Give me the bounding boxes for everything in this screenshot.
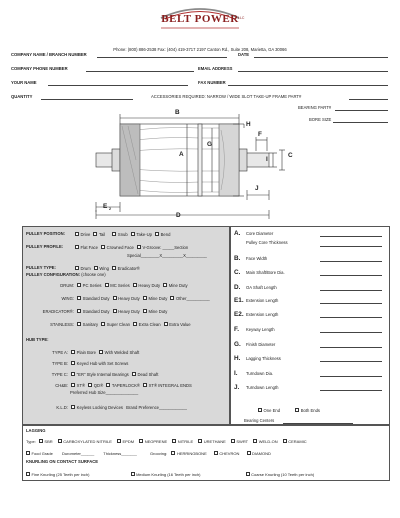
option-wing[interactable]: Wing xyxy=(94,266,109,271)
option-epdm[interactable]: EPDM xyxy=(117,439,134,444)
option-pc-series[interactable]: PC Series xyxy=(77,283,101,288)
option-dead-shaft[interactable]: Dead Shaft xyxy=(132,372,158,377)
hub-row-b xyxy=(26,361,130,366)
row-letter: E2. xyxy=(234,311,244,318)
row-letter: D. xyxy=(234,284,241,291)
kld-label: K.L.D: xyxy=(56,404,68,410)
option-mine-duty[interactable]: Mine Duty xyxy=(143,309,167,314)
option-mine-duty[interactable]: Mine Duty xyxy=(163,283,187,288)
bearing-centers-label: Bearing Centers xyxy=(244,418,275,423)
logo-text: BELT POWER xyxy=(161,13,239,25)
option-mine-duty[interactable]: Mine Duty xyxy=(143,296,167,301)
date-label: DATE xyxy=(238,52,250,57)
dim-label-e-sub: 2 xyxy=(109,207,111,211)
row-letter: I. xyxy=(234,370,238,377)
right-panel-row xyxy=(234,356,283,362)
email-label: EMAIL ADDRESS xyxy=(198,66,233,71)
right-panel-field[interactable] xyxy=(320,390,382,391)
option-standard-duty[interactable]: Standard Duty xyxy=(77,309,109,314)
option-taperlock[interactable]: TAPERLOCK® xyxy=(106,383,140,388)
turndown-left xyxy=(112,149,120,171)
row-label: Lagging Thickness xyxy=(246,356,281,361)
option-plain-bore[interactable]: Plain Bore xyxy=(71,350,96,355)
option-qd[interactable]: QD® xyxy=(88,383,103,388)
hub-row-chb xyxy=(26,383,194,388)
option-nitrile[interactable]: NITRILE xyxy=(172,439,193,444)
option-diamond[interactable]: DIAMOND xyxy=(247,451,271,456)
config-row-label: ERADICATOR®: xyxy=(42,308,74,314)
fax-label: FAX NUMBER xyxy=(198,80,226,85)
option-sanitary[interactable]: Sanitary xyxy=(77,322,98,327)
row-letter: H. xyxy=(234,355,241,362)
option-flat-face[interactable]: Flat Face xyxy=(75,245,98,250)
option-take-up[interactable]: Take-Up xyxy=(131,232,152,237)
durometer-field[interactable]: Durometer______ xyxy=(61,450,95,456)
company-label: COMPANY NAME / BRANCH NUMBER xyxy=(11,52,87,57)
hub-row-c xyxy=(26,372,160,377)
row-label: Main Shaft/Bore Dia. xyxy=(246,270,285,275)
right-panel-field[interactable] xyxy=(320,290,382,291)
right-panel-field[interactable] xyxy=(320,275,382,276)
hub-size-line[interactable]: Preferred Hub Size______________ xyxy=(70,390,139,395)
option-v-groove[interactable]: V-Groove: _____Section xyxy=(137,245,188,250)
pulley-type-options xyxy=(75,266,142,271)
dim-label-h: H xyxy=(246,121,251,128)
config-row-wing xyxy=(26,296,212,301)
option-welded-shaft[interactable]: With Welded Shaft xyxy=(99,350,139,355)
row-letter: B. xyxy=(234,255,241,262)
option-bend[interactable]: Bend xyxy=(155,232,170,237)
row-label: Turndown Dia. xyxy=(246,371,274,376)
quantity-label: QUANTITY xyxy=(11,94,33,99)
right-panel-row xyxy=(234,342,277,348)
option-keyed-hub[interactable]: Keyed Hub with Set Screws xyxy=(71,361,128,366)
right-panel-field[interactable] xyxy=(320,246,382,247)
contact-line: Phone: (800) 886-2538 Fax: (404) 419-3717 2197 Canton Rd., Suite 208, Marietta, GA 30066 xyxy=(113,47,287,52)
option-xt-integral[interactable]: XT® INTEGRAL ENDS xyxy=(143,383,192,388)
pulley-position-options xyxy=(75,232,172,237)
option-extra-clean[interactable]: Extra Clean xyxy=(133,322,160,327)
config-row-drum xyxy=(26,283,190,288)
dim-label-e: E xyxy=(103,203,108,210)
option-herringbone[interactable]: HERRINGBONE xyxy=(171,451,206,456)
bearing-label: BEARING PART# xyxy=(298,105,332,110)
row-label: Extension Length xyxy=(246,298,279,303)
hub-row-label: TYPE B: xyxy=(51,360,68,366)
turndown-options xyxy=(258,408,322,413)
right-panel-row xyxy=(234,285,279,291)
right-panel-field[interactable] xyxy=(320,376,382,377)
right-panel-row xyxy=(234,298,280,304)
row-label: Pulley Core Thickness xyxy=(246,240,288,245)
wing-body xyxy=(120,124,239,196)
option-standard-duty[interactable]: Standard Duty xyxy=(77,296,109,301)
option-heavy-duty[interactable]: Heavy Duty xyxy=(113,296,140,301)
lagging-type-label: Type: xyxy=(26,438,36,444)
config-row-label: WING: xyxy=(61,295,74,301)
option-food-grade[interactable]: Food Grade xyxy=(26,451,53,456)
right-panel-field[interactable] xyxy=(320,347,382,348)
dim-label-b: B xyxy=(175,109,180,116)
right-panel-field[interactable] xyxy=(320,261,382,262)
option-super-clean[interactable]: Super Clean xyxy=(101,322,130,327)
option-keyless[interactable]: Keyless Locking Devices xyxy=(71,405,123,410)
right-panel-field[interactable] xyxy=(320,317,382,318)
option-heavy-duty[interactable]: Heavy Duty xyxy=(133,283,160,288)
option-other[interactable]: Other__________ xyxy=(170,296,209,301)
row-letter: E1. xyxy=(234,297,244,304)
lagging-line2 xyxy=(26,451,273,456)
option-xt[interactable]: XT® xyxy=(71,383,85,388)
logo-sub: LLC xyxy=(238,16,245,20)
option-drive[interactable]: Drive xyxy=(75,232,90,237)
option-sbr[interactable]: SBR xyxy=(39,439,53,444)
right-panel-row xyxy=(234,270,287,276)
option-drum[interactable]: Drum xyxy=(75,266,91,271)
config-row-eradicator xyxy=(26,309,169,314)
right-panel-row xyxy=(234,256,269,262)
option-weld-on[interactable]: WELD-ON xyxy=(253,439,277,444)
row-label: Finish Diameter xyxy=(246,342,276,347)
right-panel-row xyxy=(234,371,275,377)
hub-type-label: HUB TYPE: xyxy=(26,337,49,342)
dim-label-d: D xyxy=(176,212,181,219)
row-label: OA Shaft Length xyxy=(246,285,277,290)
config-label: PULLEY CONFIGURATION: xyxy=(26,272,81,277)
option-eradicator[interactable]: Eradicator® xyxy=(112,266,140,271)
row-letter: A. xyxy=(234,230,241,237)
option-swrt[interactable]: SWRT xyxy=(231,439,248,444)
config-note: (choose one) xyxy=(81,272,106,277)
dim-label-a: A xyxy=(179,151,184,158)
option-carboxylated-nitrile[interactable]: CARBOXYLATED NITRILE xyxy=(58,439,112,444)
dim-label-f: F xyxy=(258,131,262,138)
row-letter: C. xyxy=(234,269,241,276)
lagging-types xyxy=(26,439,309,444)
right-panel-field[interactable] xyxy=(320,303,382,304)
row-letter: J. xyxy=(234,384,240,391)
right-panel-row xyxy=(234,241,290,245)
right-panel-row xyxy=(234,231,275,237)
row-label: Extension Length xyxy=(246,312,279,317)
option-snub[interactable]: Snub xyxy=(112,232,127,237)
pulley-diagram xyxy=(0,0,400,240)
option-extra-value[interactable]: Extra Value xyxy=(164,322,191,327)
pulley-profile-label: PULLEY PROFILE: xyxy=(26,244,64,249)
option-neoprene[interactable]: NEOPRENE xyxy=(139,439,167,444)
option-heavy-duty[interactable]: Heavy Duty xyxy=(113,309,140,314)
thickness-field[interactable]: Thickness_______ xyxy=(103,450,137,456)
special-line[interactable]: Special________X_________X_________ xyxy=(127,253,207,258)
option-mc-series[interactable]: MC Series xyxy=(105,283,130,288)
option-one-end[interactable]: One End xyxy=(258,408,280,413)
pulley-position-label: PULLEY POSITION: xyxy=(26,231,66,236)
dim-label-g: G xyxy=(207,141,212,148)
row-label: Keyway Length xyxy=(246,327,275,332)
config-row-stainless xyxy=(26,322,193,327)
option-tail[interactable]: Tail xyxy=(93,232,105,237)
row-label: Turndown Length xyxy=(246,385,279,390)
right-panel-row xyxy=(234,385,280,391)
pulley-type-label: PULLEY TYPE: xyxy=(26,265,56,270)
accessories-label: ACCESSORIES REQUIRED: NARROW / WIDE SLOT TAKE-UP FRAME PART# xyxy=(151,94,302,99)
brand-preference-field[interactable]: Brand Preference____________ xyxy=(126,404,187,410)
phone-label: COMPANY PHONE NUMBER xyxy=(11,66,68,71)
row-letter: G. xyxy=(234,341,241,348)
your-name-label: YOUR NAME xyxy=(11,80,37,85)
bore-label: BORE SIZE xyxy=(309,117,332,122)
row-label: Core Diameter xyxy=(246,231,274,236)
option-ceramic[interactable]: CERAMIC xyxy=(283,439,307,444)
hub-row-label: TYPE C: xyxy=(51,371,68,377)
dim-label-j: J xyxy=(255,185,259,192)
row-letter: F. xyxy=(234,326,239,333)
right-panel-row xyxy=(234,327,277,333)
option-fine-knurling[interactable]: Fine Knurling (25 Teeth per inch) xyxy=(26,472,89,477)
hub-row-label: TYPE A: xyxy=(52,349,68,355)
bearing-centers-field[interactable] xyxy=(283,423,353,424)
pulley-position-row xyxy=(26,232,67,236)
knurling-title: KNURLING ON CONTACT SURFACE xyxy=(26,459,99,464)
pulley-profile-options xyxy=(75,245,190,250)
option-coarse-knurling[interactable]: Coarse Knurling (10 Teeth per inch) xyxy=(246,472,315,477)
right-panel-row xyxy=(234,312,280,318)
kld-row xyxy=(26,405,189,410)
hub-row-a xyxy=(26,350,141,355)
config-row-label: DRUM: xyxy=(60,282,74,288)
right-panel-field[interactable] xyxy=(320,361,382,362)
option-urethane[interactable]: URETHANE xyxy=(198,439,226,444)
option-er-style[interactable]: "ER" Style Internal Bearings xyxy=(71,372,129,377)
right-panel-field[interactable] xyxy=(320,236,382,237)
knurling-options xyxy=(26,472,316,477)
option-medium-knurling[interactable]: Medium Knurling (16 Teeth per inch) xyxy=(131,472,201,477)
option-chevron[interactable]: CHEVRON xyxy=(214,451,240,456)
dim-label-c: C xyxy=(288,152,293,159)
turndown-right xyxy=(239,149,247,171)
config-row-label: STAINLESS: xyxy=(50,321,74,327)
option-both-ends[interactable]: Both Ends xyxy=(295,408,320,413)
option-crowned-face[interactable]: Crowned Face xyxy=(101,245,134,250)
row-label: Face Width xyxy=(246,256,268,261)
right-panel-field[interactable] xyxy=(320,332,382,333)
hub-row-label: CH&B: xyxy=(55,382,68,388)
grooving-label: Grooving: xyxy=(149,450,168,456)
lagging-title: LAGGING xyxy=(26,428,46,433)
config-heading xyxy=(26,273,108,277)
dim-label-i: I xyxy=(266,156,268,163)
